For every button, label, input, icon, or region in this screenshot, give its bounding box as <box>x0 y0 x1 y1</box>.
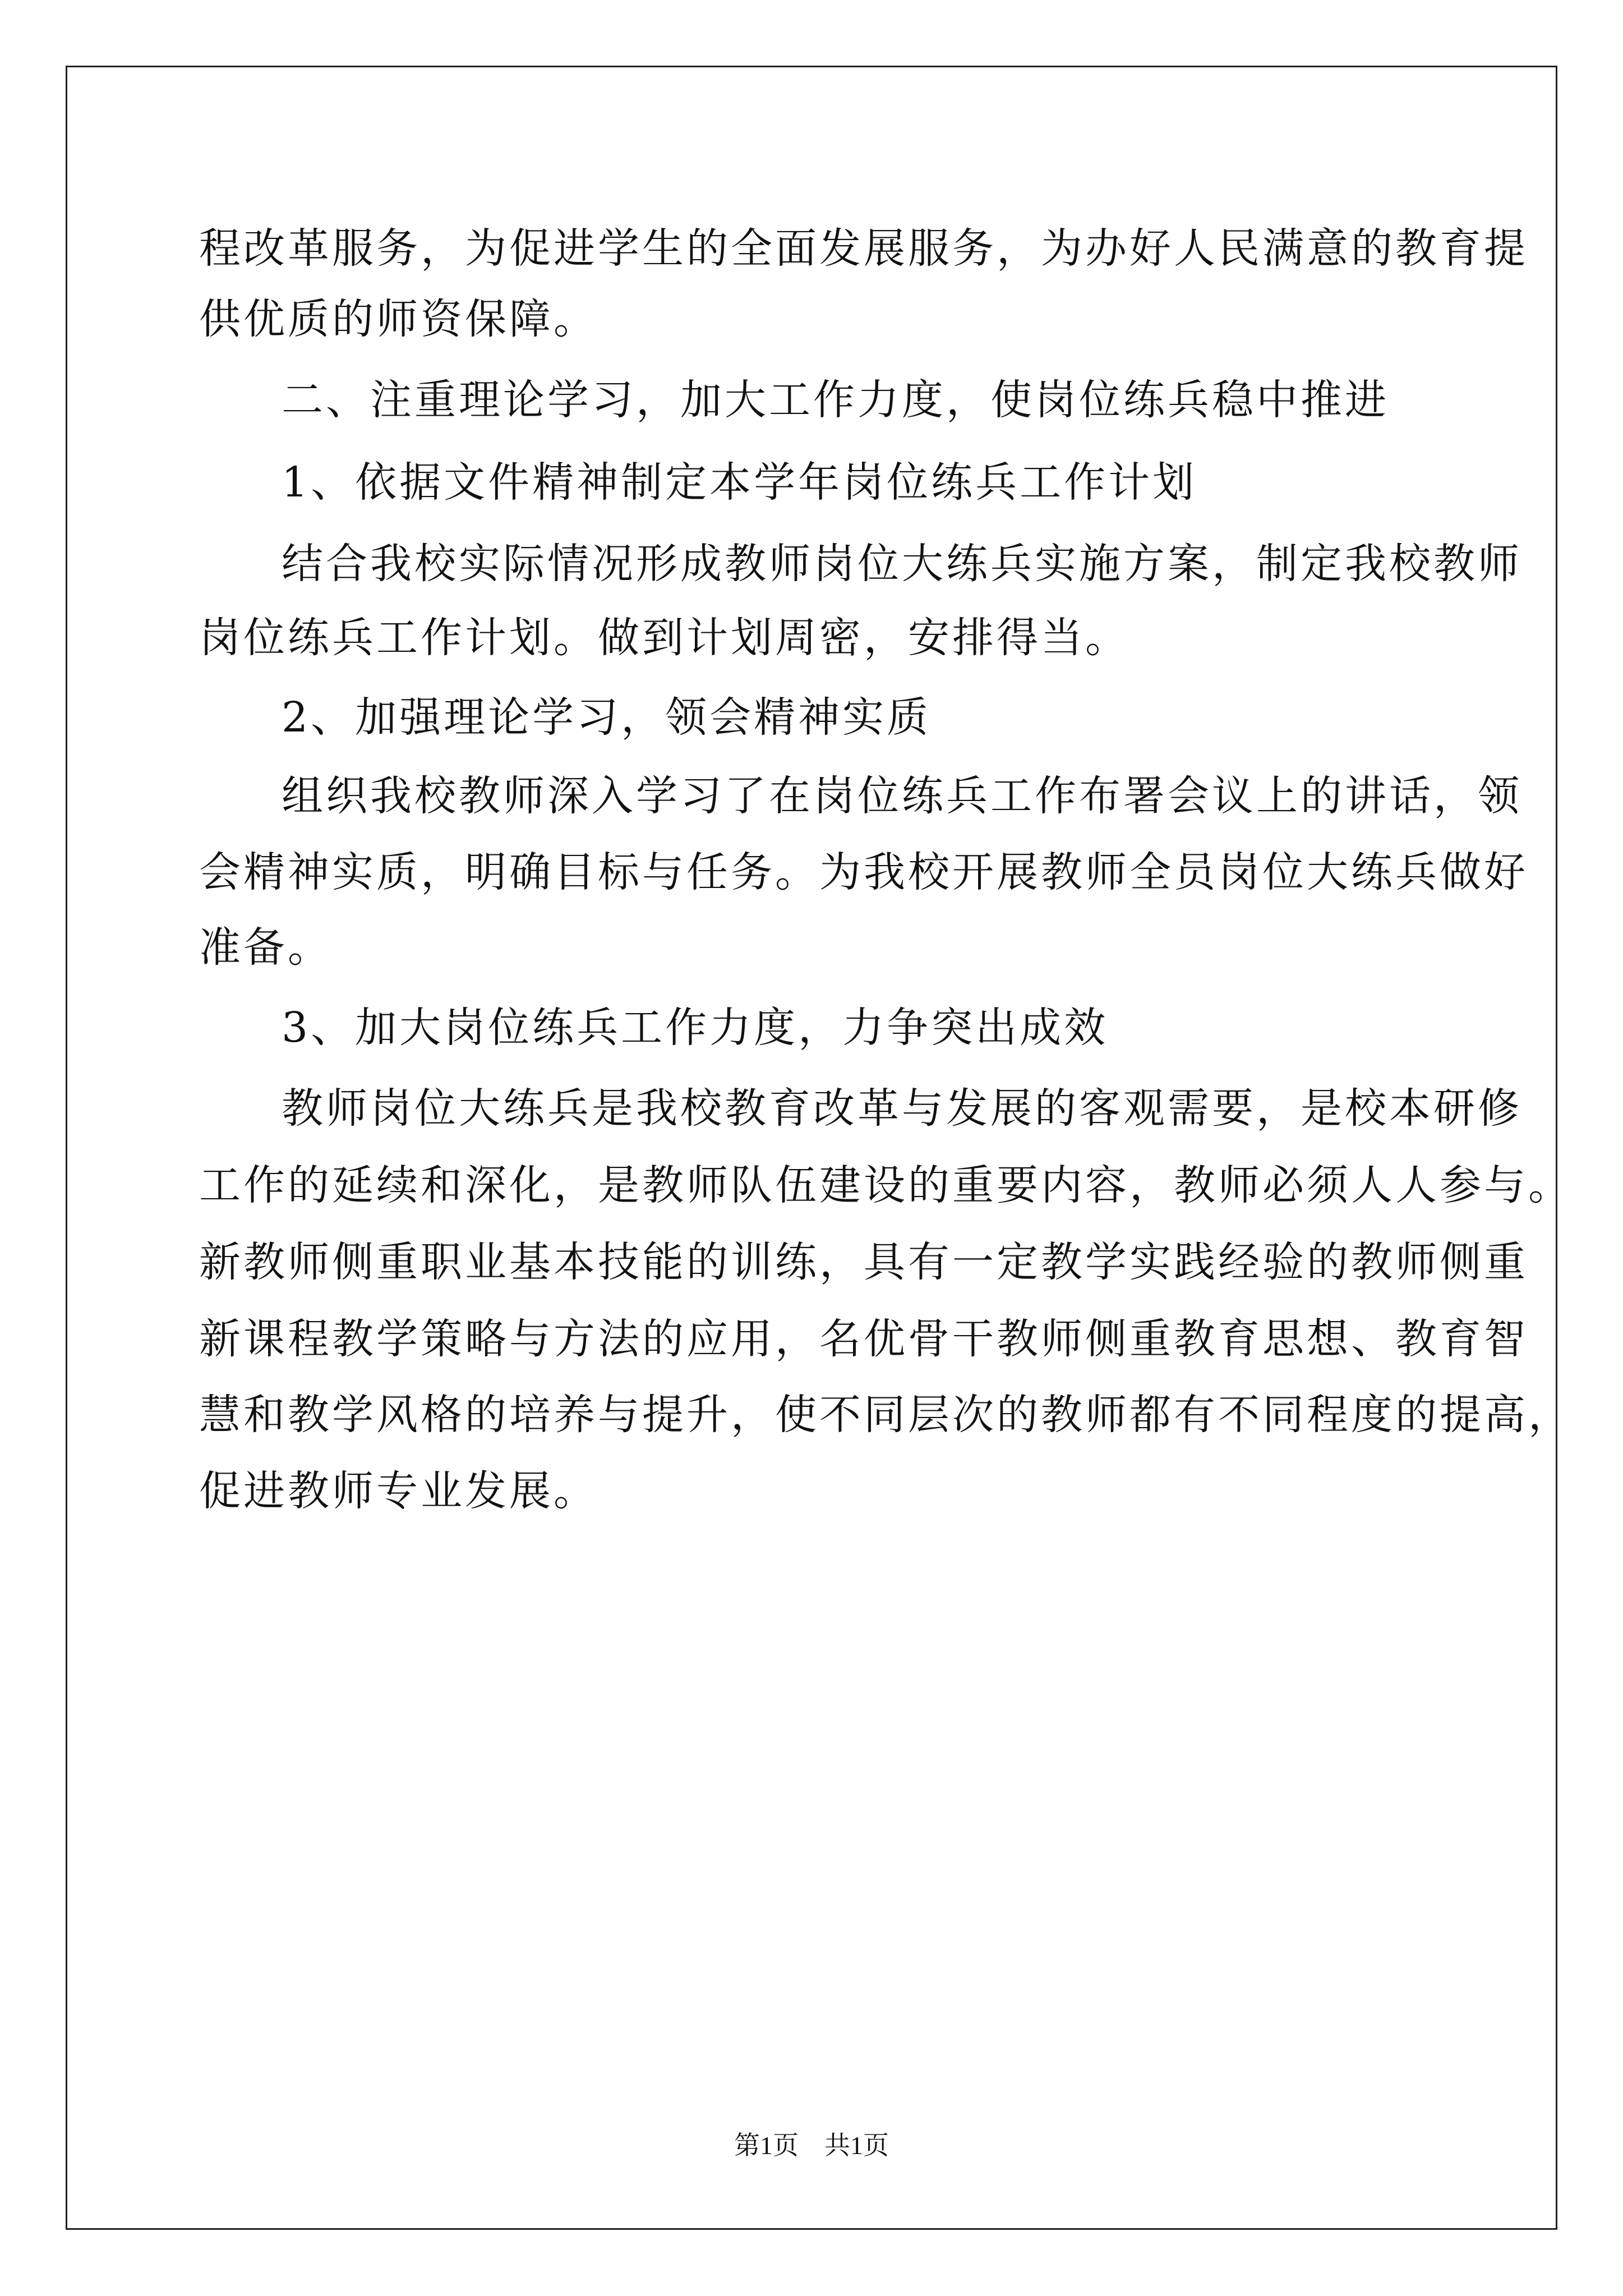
page-number: 第1页 <box>734 2131 799 2160</box>
text-line: 促进教师专业发展。 <box>199 1467 598 1515</box>
subsection-heading: 2、加强理论学习，领会精神实质 <box>282 693 932 742</box>
page-footer <box>0 2129 1623 2162</box>
text-line: 程改革服务，为促进学生的全面发展服务，为办好人民满意的教育提 <box>199 224 1528 273</box>
subsection-heading: 3、加大岗位练兵工作力度，力争突出成效 <box>282 1004 1109 1052</box>
text-line: 工作的延续和深化，是教师队伍建设的重要内容，教师必须人人参与。 <box>199 1161 1573 1209</box>
section-heading: 二、注重理论学习，加大工作力度，使岗位练兵稳中推进 <box>282 376 1389 424</box>
text-line: 会精神实质，明确目标与任务。为我校开展教师全员岗位大练兵做好 <box>199 848 1528 896</box>
text-line: 慧和教学风格的培养与提升，使不同层次的教师都有不同程度的提高， <box>199 1391 1573 1439</box>
text-line: 岗位练兵工作计划。做到计划周密，安排得当。 <box>199 614 1129 662</box>
subsection-heading: 1、依据文件精神制定本学年岗位练兵工作计划 <box>282 458 1197 507</box>
text-line: 供优质的师资保障。 <box>199 295 598 343</box>
page-total: 共1页 <box>824 2131 889 2160</box>
text-line: 教师岗位大练兵是我校教育改革与发展的客观需要，是校本研修 <box>282 1084 1522 1133</box>
text-line: 结合我校实际情况形成教师岗位大练兵实施方案，制定我校教师 <box>282 540 1522 588</box>
text-line: 新教师侧重职业基本技能的训练，具有一定教学实践经验的教师侧重 <box>199 1238 1528 1286</box>
text-line: 准备。 <box>199 923 332 972</box>
text-line: 新课程教学策略与方法的应用，名优骨干教师侧重教育思想、教育智 <box>199 1315 1528 1363</box>
text-line: 组织我校教师深入学习了在岗位练兵工作布署会议上的讲话，领 <box>282 772 1522 820</box>
